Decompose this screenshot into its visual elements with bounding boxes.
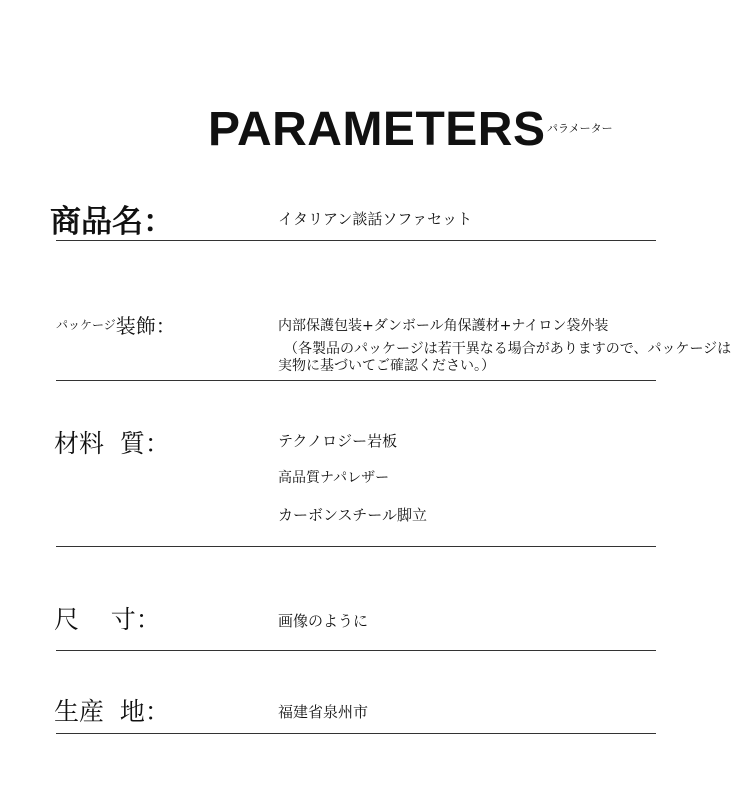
- size-label: 尺 寸：: [54, 605, 161, 634]
- product-name-label: 商品名：: [50, 204, 174, 240]
- package-note-line2: 実物に基づいてご確認ください。）: [278, 358, 495, 374]
- material-value-3: カーボンスチール脚立: [278, 506, 427, 524]
- divider: [56, 733, 656, 734]
- size-value: 画像のように: [278, 612, 369, 630]
- divider: [56, 546, 656, 547]
- package-label: [56, 311, 176, 340]
- product-name-value: イタリアン談話ソファセット: [278, 210, 473, 228]
- package-value: 内部保護包装+ダンボール角保護材+ナイロン袋外装: [278, 318, 609, 334]
- page-subtitle: パラメーター: [547, 122, 613, 135]
- package-label-small: パッケージ: [56, 318, 116, 332]
- material-label: 材料 質：: [54, 429, 170, 458]
- origin-value: 福建省泉州市: [278, 703, 369, 721]
- material-value-2: 高品質ナパレザー: [278, 470, 390, 486]
- divider: [56, 380, 656, 381]
- divider: [56, 240, 656, 241]
- page-title: PARAMETERS: [208, 103, 546, 156]
- material-value-1: テクノロジー岩板: [278, 432, 398, 450]
- divider: [56, 650, 656, 651]
- package-label-main: 装飾：: [115, 314, 176, 338]
- origin-label: 生産 地：: [54, 697, 170, 726]
- package-note-line1: （各製品のパッケージは若干異なる場合がありますので、パッケージは: [284, 341, 732, 357]
